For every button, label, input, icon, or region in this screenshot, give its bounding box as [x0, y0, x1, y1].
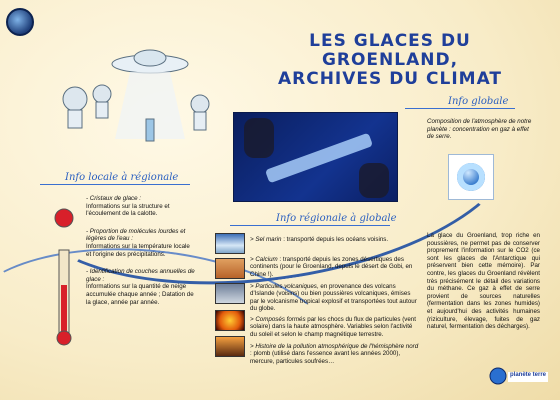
regionale-item: > Histoire de la pollution atmosphérique de l'hémisphère nord : plomb (utilisé dans l'essence avant les années 2000), mercure, particules soufrées…: [250, 343, 419, 365]
planet-logo-icon: [6, 8, 34, 36]
regionale-item: > Calcium : transporté depuis les zones désertiques des continents (pour le Groenland, depuis le désert de Gobi, en Chine !).: [250, 256, 413, 278]
footer-brand: planète terre: [510, 372, 547, 378]
volcano-thumbnail: [215, 283, 245, 304]
regionale-item: > Composés formés par les chocs du flux de particules (vent solaire) dans la haute atmosphère. Variables selon l'activité du soleil et selon le champ magnétique terrestre.: [250, 316, 416, 338]
regionale-item: > Particules volcaniques, en provenance des volcans d'Islande (voisins) ou bien poussières volcaniques, émises par le volcanisme tropical explosif et transportées tout autour du globe.: [250, 283, 417, 313]
right-text: La glace du Groenland, trop riche en poussières, ne permet pas de conserver proprement l'information sur le CO2 (ce sont les glaces de l'Antarctique qui préservent bien cette mémoire). Par contre, les glaces du Groenland révèlent très précisément le détail des variations du méthane. Ce gaz à effet de serre provient de sources naturelles (fermentation dans les zones humides) et aujourd'hui des activités humaines (riziculture, élevage, fuites de gaz naturel, fermentation des décharges).: [427, 232, 540, 331]
section-label-regionale: Info régionale à globale: [276, 213, 397, 224]
locale-list: [86, 195, 196, 312]
section-label-locale: Info locale à régionale: [65, 172, 179, 183]
title-line-1: LES GLACES DU GROENLAND,: [309, 31, 471, 70]
locale-item: - Identification de couches annuelles de glace : Informations sur la quantité de neige accumulée chaque année ; Datation de la glace, année par année.: [86, 268, 195, 306]
sea-wave-thumbnail: [215, 233, 245, 254]
locale-item: - Cristaux de glace : Informations sur la structure et l'écoulement de la calotte.: [86, 195, 170, 218]
cartoon-illustration: [50, 24, 235, 154]
desert-thumbnail: [215, 258, 245, 279]
ice-core-photo: [233, 112, 398, 202]
page-title: [240, 32, 540, 89]
section-underline: [405, 108, 515, 109]
sun-thumbnail: [215, 310, 245, 331]
locale-item: - Proportion de molécules lourdes et légères de l'eau : Informations sur la température locale et l'origine des précipitations.: [86, 227, 190, 258]
title-line-2: ARCHIVES DU CLIMAT: [277, 69, 503, 89]
ice-core-icon: [234, 113, 399, 203]
section-underline: [40, 184, 190, 185]
factory-thumbnail: [215, 336, 245, 357]
section-underline: [230, 225, 390, 226]
regionale-item: > Sel marin : transporté depuis les océans voisins.: [250, 236, 389, 243]
earth-globe-icon: [457, 163, 485, 191]
globale-text: Composition de l'atmosphère de notre planète : concentration en gaz à effet de serre.: [427, 118, 532, 141]
section-label-globale: Info globale: [448, 96, 509, 107]
thermometer-icon: [50, 190, 78, 355]
footer-logo: [488, 362, 550, 390]
